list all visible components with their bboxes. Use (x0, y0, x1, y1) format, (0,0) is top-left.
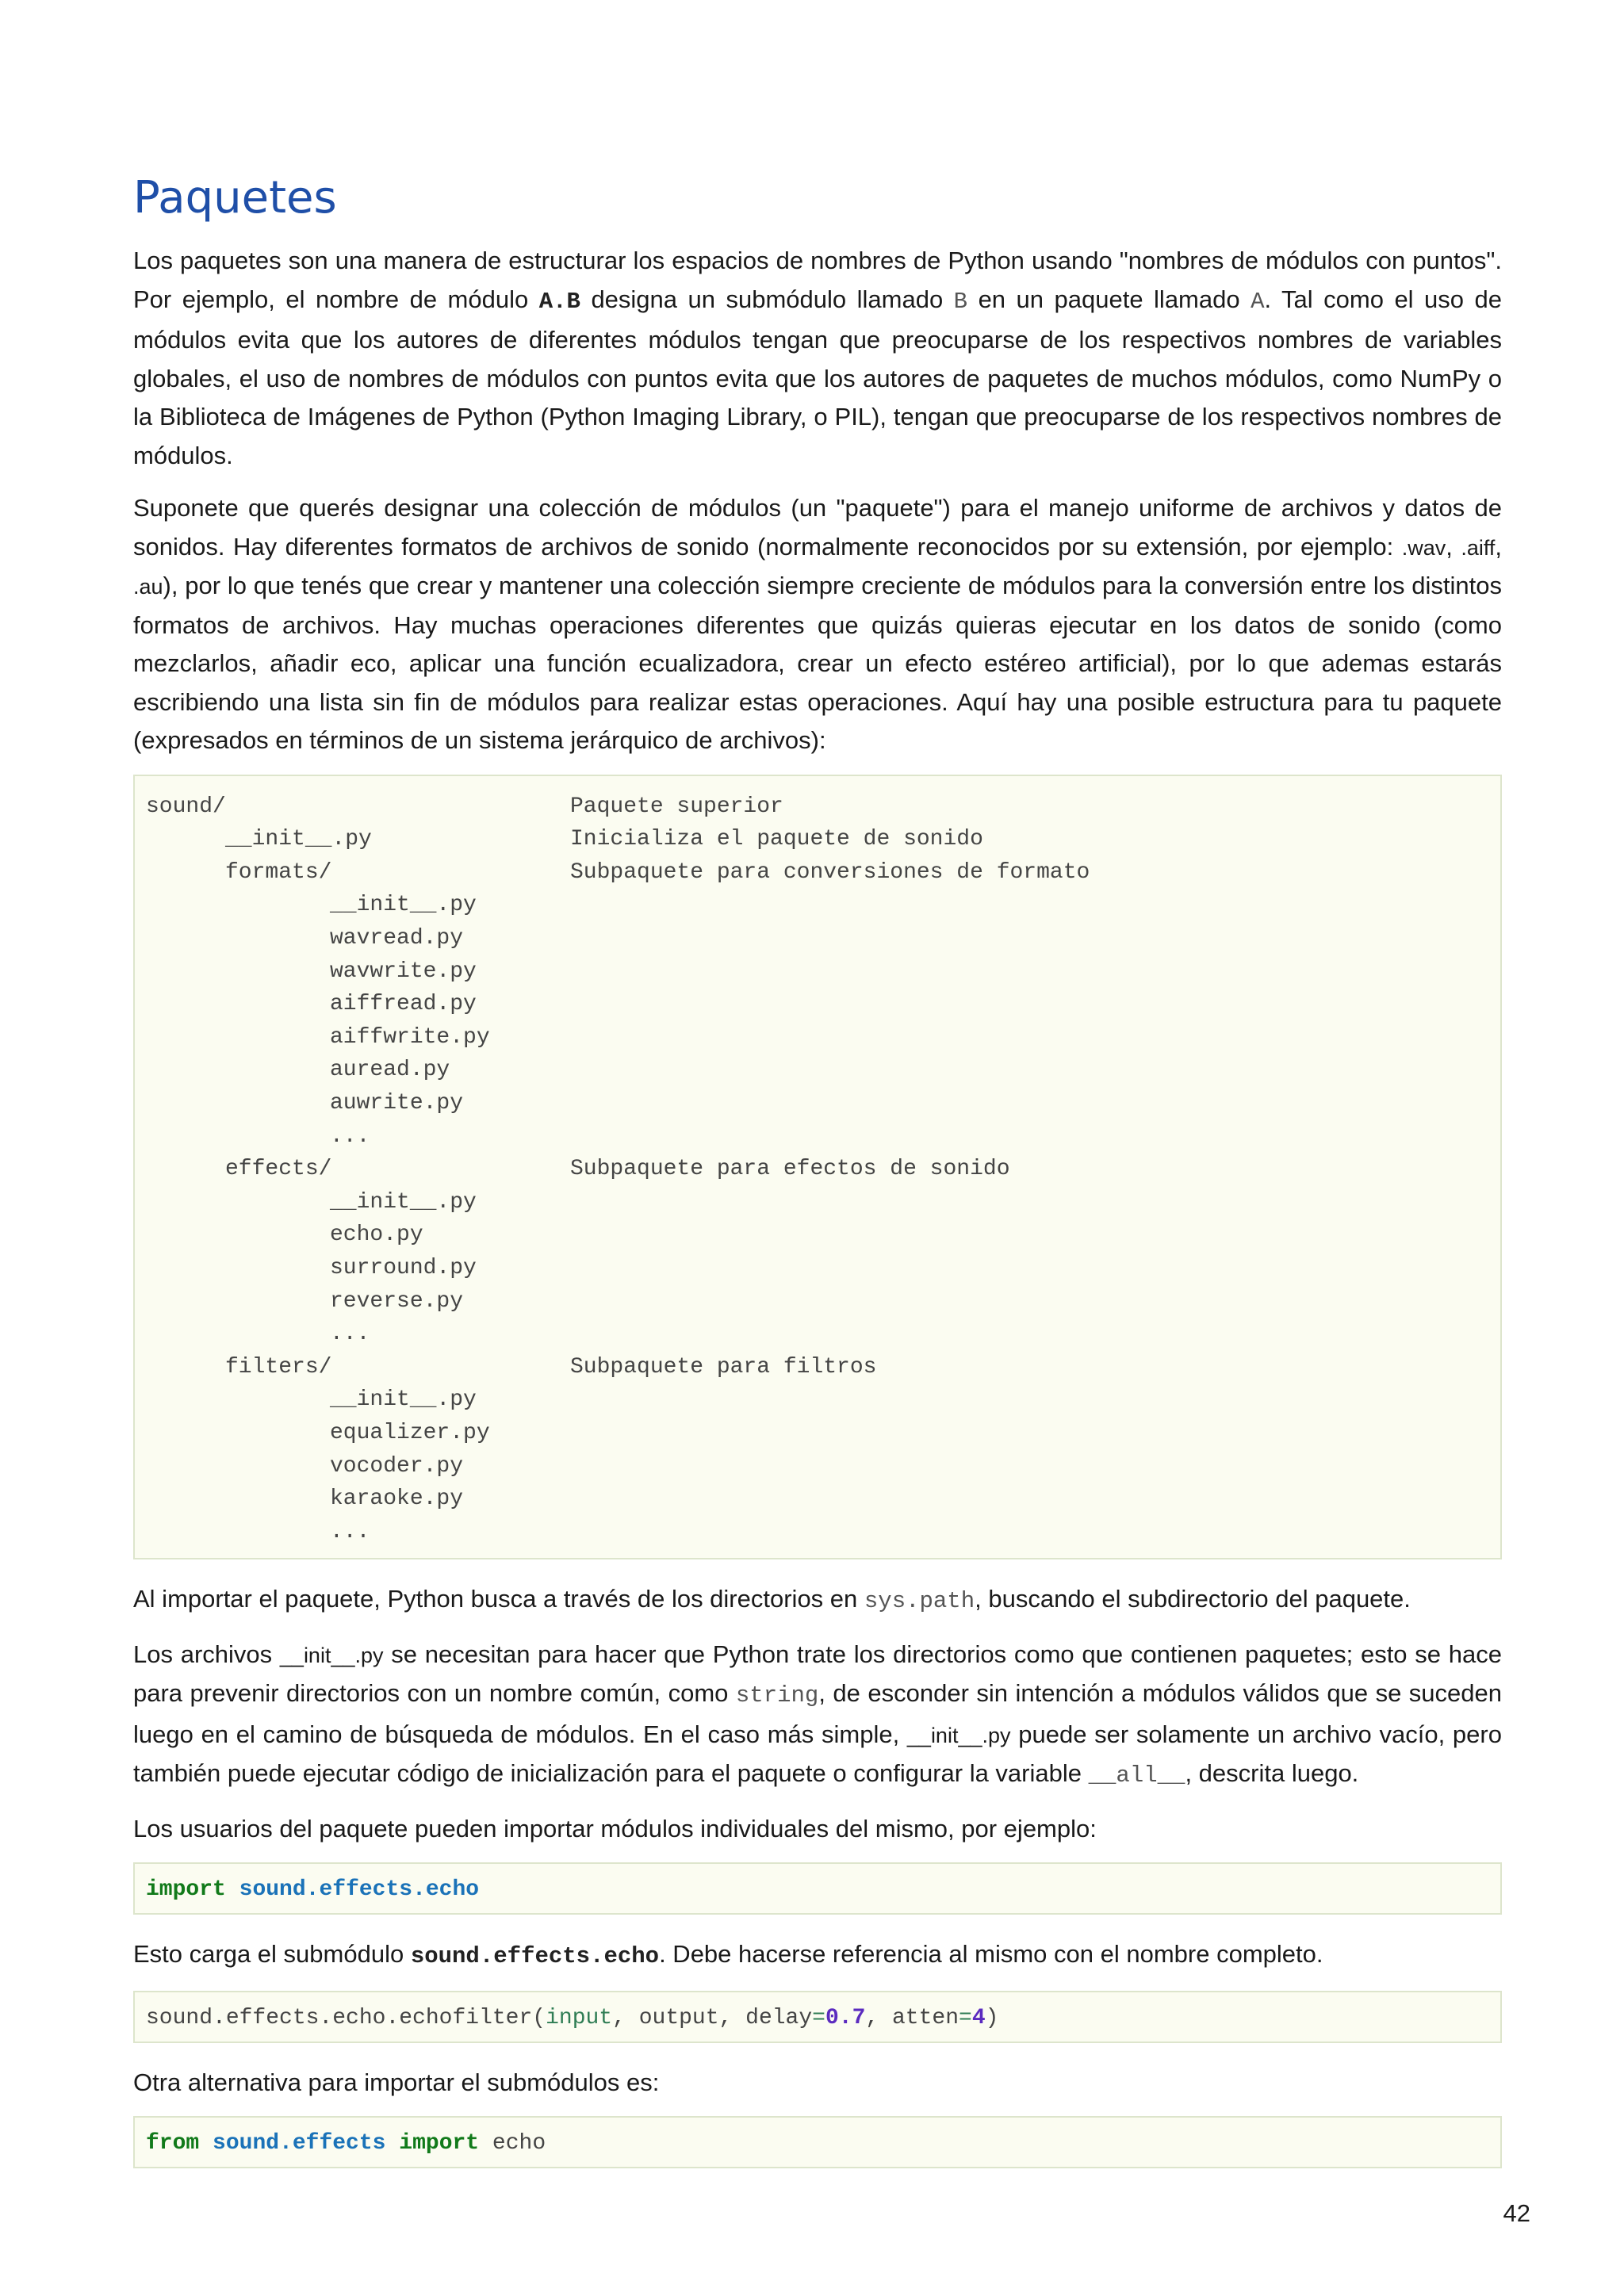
inline-code: B (953, 288, 968, 315)
tree-entry-name: __init__.py (330, 1189, 477, 1215)
tree-row (146, 1120, 1489, 1154)
paragraph-import-intro: Los usuarios del paquete pueden importar módulos individuales del mismo, por ejemplo: (133, 1814, 1097, 1843)
tree-entry-name: equalizer.py (330, 1420, 490, 1445)
tree-row (146, 1483, 1489, 1516)
tree-row (146, 1054, 1489, 1087)
text: Esto carga el submódulo (133, 1940, 411, 1969)
tree-entry-name: filters/ (225, 1354, 332, 1380)
text: , descrita luego. (1185, 1759, 1359, 1788)
inline-code: __all__ (1088, 1762, 1185, 1789)
text: , (1495, 532, 1502, 561)
text: Los paquetes son una manera de estructurar los espacios de nombres de Python usando "nombres de módulos con puntos". Por ejemplo, el nombre de módulo (133, 247, 1502, 313)
tree-entry-description (570, 1318, 1489, 1351)
text: Al importar el paquete, Python busca a través de los directorios en (133, 1585, 864, 1613)
code-keyword: import (146, 1877, 226, 1903)
inline-code: sound.effects.echo (410, 1943, 660, 1970)
tree-row (146, 1153, 1489, 1186)
tree-row (146, 922, 1489, 955)
tree-row (146, 955, 1489, 989)
tree-entry-description (570, 1219, 1489, 1252)
tree-row (146, 1318, 1489, 1351)
text: . Tal como el uso de módulos evita que los autores de diferentes módulos tengan que preocuparse de los respectivos nombres de variables globales, el uso de nombres de módulos con puntos evita que los autores de paquetes de muchos módulos, como NumPy o la Biblioteca de Imágenes de Python (Python Imaging Library, o PIL), tengan que preocuparse de los respectivos nombres de módulos. (133, 285, 1503, 469)
tree-entry-description: Subpaquete para filtros (570, 1354, 877, 1380)
tree-entry-name: effects/ (225, 1157, 332, 1182)
tree-entry-name: auread.py (330, 1058, 450, 1083)
code-operator: = (812, 2005, 825, 2030)
tree-entry-name: vocoder.py (330, 1453, 464, 1479)
tree-entry-name: __init__.py (225, 827, 372, 852)
tree-entry-description (570, 1252, 1489, 1285)
code-call: sound.effects.echo.echofilter( (146, 2005, 546, 2030)
tree-entry-name: auwrite.py (330, 1091, 464, 1116)
code-keyword: import (399, 2131, 480, 2156)
text: se necesitan para hacer que Python trate los directorios como que contienen paquetes; esto se hace para prevenir directorios con un nombre común, como (133, 1640, 1502, 1708)
tree-entry-description (570, 1285, 1489, 1318)
text: , buscando el subdirectorio del paquete. (975, 1585, 1411, 1613)
tree-entry-name: aiffread.py (330, 992, 477, 1017)
tree-entry-description: Subpaquete para conversiones de formato (570, 859, 1090, 885)
text: puede ser solamente un archivo vacío, pero también puede ejecutar código de inicialización para el paquete o configurar la variable (133, 1720, 1502, 1788)
text: Los archivos (133, 1640, 280, 1668)
tree-entry-name: __init__.py (330, 893, 477, 918)
code-number: 0.7 (825, 2005, 866, 2030)
inline-code: sys.path (864, 1588, 975, 1615)
extension: .aiff (1461, 535, 1496, 560)
tree-entry-name: reverse.py (330, 1288, 464, 1314)
tree-entry-description (570, 1483, 1489, 1516)
package-tree-code-block (133, 775, 1502, 1560)
tree-row (146, 1351, 1489, 1384)
text: , de esconder sin intención a módulos válidos que se suceden luego en el camino de búsqueda de módulos. En el caso más simple, (133, 1679, 1502, 1748)
paragraph-sound-package (133, 489, 1502, 760)
tree-entry-description (570, 1054, 1489, 1087)
tree-row (146, 1219, 1489, 1252)
tree-row (146, 1252, 1489, 1285)
tree-entry-name: __init__.py (330, 1387, 477, 1413)
tree-entry-description (570, 1186, 1489, 1219)
tree-entry-description (570, 1450, 1489, 1483)
code-text: , atten (865, 2005, 959, 2030)
tree-entry-description (570, 988, 1489, 1021)
extension: .au (133, 575, 163, 599)
tree-row (146, 856, 1489, 890)
tree-row (146, 1186, 1489, 1219)
tree-row (146, 988, 1489, 1021)
tree-entry-name: surround.py (330, 1256, 477, 1280)
tree-row (146, 1285, 1489, 1318)
text: Suponete que querés designar una colección de módulos (un "paquete") para el manejo uniforme de archivos y datos de sonidos. Hay diferentes formatos de archivos de sonido (normalmente reconocidos por su extensión, por ejemplo: (133, 494, 1502, 561)
tree-entry-name: sound/ (146, 794, 226, 819)
section-heading: Paquetes (133, 172, 337, 224)
extension: .wav (1401, 535, 1446, 560)
filename: __init__.py (906, 1723, 1011, 1747)
text: , (1446, 532, 1461, 561)
tree-row (146, 790, 1489, 824)
tree-row (146, 1450, 1489, 1483)
code-arg: input (546, 2005, 613, 2030)
inline-code: A.B (538, 288, 580, 315)
code-text: ) (985, 2005, 999, 2030)
tree-entry-description (570, 922, 1489, 955)
tree-row (146, 1417, 1489, 1450)
tree-row (146, 1516, 1489, 1549)
tree-entry-description (570, 1383, 1489, 1417)
tree-row (146, 823, 1489, 856)
tree-entry-name: karaoke.py (330, 1487, 464, 1512)
tree-row (146, 1021, 1489, 1054)
code-keyword: from (146, 2131, 200, 2156)
tree-entry-name: wavread.py (330, 926, 464, 951)
code-number: 4 (971, 2005, 986, 2030)
tree-row (146, 1087, 1489, 1120)
code-module: sound.effects.echo (239, 1877, 480, 1903)
tree-entry-description (570, 955, 1489, 989)
paragraph-init-files (133, 1636, 1502, 1796)
tree-entry-description: Inicializa el paquete de sonido (570, 827, 983, 852)
tree-entry-description (570, 1516, 1489, 1549)
code-block-import (133, 1862, 1502, 1915)
tree-entry-name: formats/ (225, 859, 332, 885)
code-module: sound.effects (213, 2131, 386, 2156)
document-page (133, 171, 1502, 2189)
tree-entry-name: echo.py (330, 1223, 423, 1248)
tree-row (146, 889, 1489, 922)
code-block-from-import (133, 2116, 1502, 2168)
tree-entry-description (570, 1087, 1489, 1120)
tree-entry-description (570, 1120, 1489, 1154)
paragraph-alternative: Otra alternativa para importar el submódulos es: (133, 2068, 660, 2096)
tree-entry-name: ... (330, 1322, 370, 1347)
text: ), por lo que tenés que crear y mantener una colección siempre creciente de módulos para la conversión entre los distintos formatos de archivos. Hay muchas operaciones diferentes que quizás quieras ejecutar en los datos de sonido (como mezclarlos, añadir eco, aplicar una función ecualizadora, crear un efecto estéreo artificial), por lo que ademas estarás escribiendo una lista sin fin de módulos para realizar estas operaciones. Aquí hay una posible estructura para tu paquete (expresados en términos de un sistema jerárquico de archivos): (133, 572, 1502, 755)
page-number: 42 (1503, 2199, 1530, 2227)
text: en un paquete llamado (967, 285, 1251, 313)
code-block-echofilter (133, 1991, 1502, 2043)
code-operator: = (959, 2005, 972, 2030)
tree-entry-description: Subpaquete para efectos de sonido (570, 1157, 1010, 1182)
tree-entry-description (570, 1021, 1489, 1054)
tree-entry-name: ... (330, 1123, 370, 1149)
tree-row (146, 1383, 1489, 1417)
paragraph-intro (133, 242, 1502, 475)
code-text: , output, delay (612, 2005, 813, 2030)
code-name: echo (492, 2131, 546, 2156)
inline-code: A (1251, 288, 1265, 315)
text: . Debe hacerse referencia al mismo con el nombre completo. (659, 1940, 1323, 1969)
tree-entry-description: Paquete superior (570, 794, 783, 819)
tree-entry-description (570, 889, 1489, 922)
filename: __init__.py (279, 1643, 384, 1667)
tree-entry-name: ... (330, 1519, 370, 1544)
tree-entry-name: wavwrite.py (330, 959, 477, 984)
tree-entry-name: aiffwrite.py (330, 1024, 490, 1050)
inline-code: string (735, 1682, 819, 1709)
paragraph-sys-path (133, 1580, 1502, 1621)
tree-entry-description (570, 1417, 1489, 1450)
text: designa un submódulo llamado (580, 285, 954, 313)
paragraph-submodule (133, 1935, 1502, 1976)
